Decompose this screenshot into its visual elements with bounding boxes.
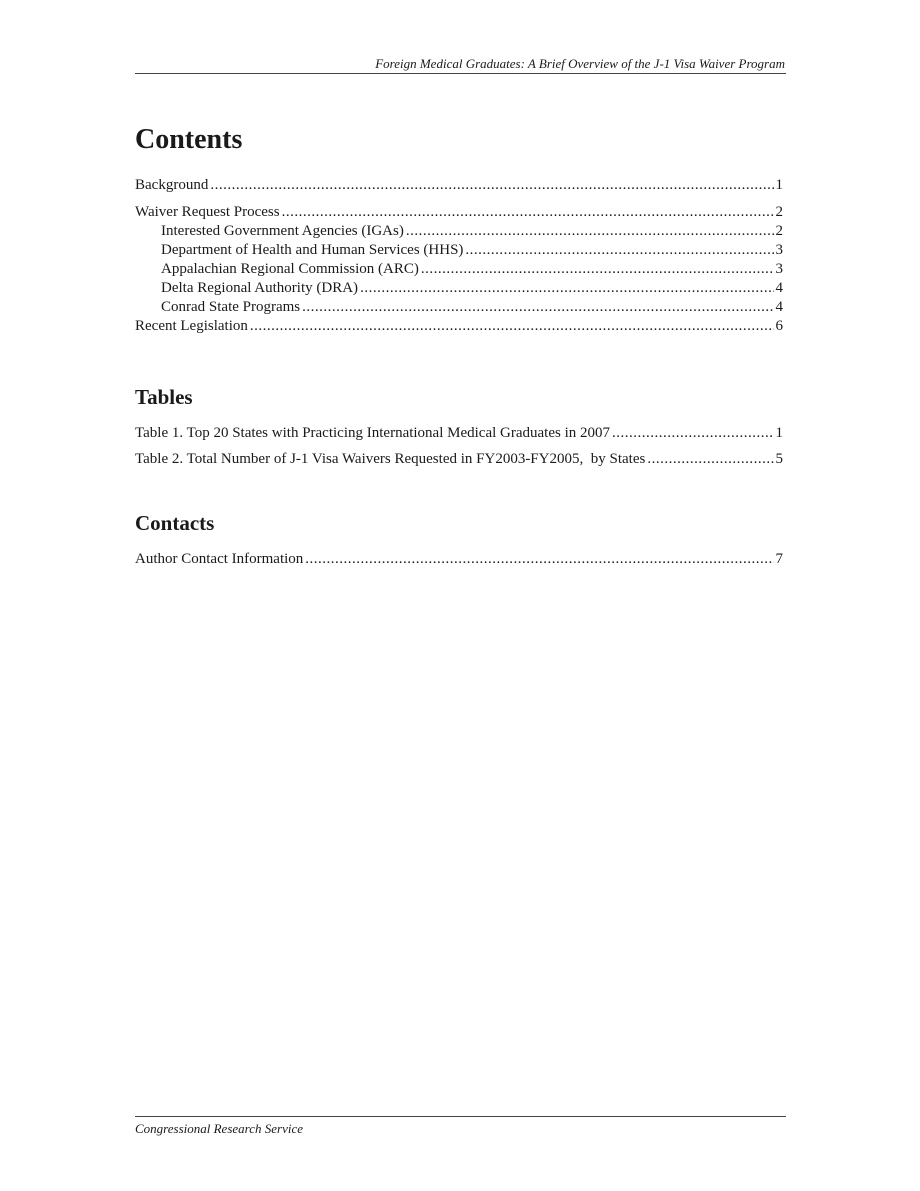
header-rule bbox=[135, 73, 786, 74]
toc-entry-label: Delta Regional Authority (DRA) bbox=[161, 280, 359, 296]
tables-list bbox=[135, 424, 783, 476]
toc-entry-table-2[interactable] bbox=[135, 450, 783, 469]
footer-rule bbox=[135, 1116, 786, 1117]
toc-leader-dots bbox=[302, 298, 773, 317]
toc-entry-label: Recent Legislation bbox=[135, 318, 248, 334]
toc-entry-recent-legislation[interactable] bbox=[135, 317, 783, 336]
toc-entry-conrad-state-programs[interactable] bbox=[135, 298, 783, 317]
toc-entry-label: Conrad State Programs bbox=[161, 299, 301, 315]
toc-entry-igas[interactable] bbox=[135, 222, 783, 241]
toc-entry-label: Waiver Request Process bbox=[135, 204, 280, 220]
toc-entry-page: 4 bbox=[775, 280, 783, 296]
toc-entry-hhs[interactable] bbox=[135, 241, 783, 260]
toc-leader-dots bbox=[612, 424, 773, 443]
toc-entry-page: 6 bbox=[775, 318, 783, 334]
tables-heading: Tables bbox=[135, 385, 193, 409]
toc-entry-page: 3 bbox=[775, 261, 783, 277]
toc-leader-dots bbox=[406, 222, 774, 241]
toc-entry-page: 1 bbox=[775, 425, 783, 441]
toc-leader-dots bbox=[210, 176, 773, 195]
toc-entry-page: 5 bbox=[775, 451, 783, 467]
toc-leader-dots bbox=[250, 317, 774, 336]
toc-entry-label: Author Contact Information bbox=[135, 551, 304, 567]
running-header: Foreign Medical Graduates: A Brief Overview of the J-1 Visa Waiver Program bbox=[375, 56, 785, 71]
contents-list bbox=[135, 176, 783, 336]
toc-leader-dots bbox=[360, 279, 773, 298]
toc-entry-page: 2 bbox=[775, 204, 783, 220]
toc-entry-label: Background bbox=[135, 177, 209, 193]
contents-heading: Contents bbox=[135, 124, 243, 155]
toc-entry-label: Appalachian Regional Commission (ARC) bbox=[161, 261, 419, 277]
toc-leader-dots bbox=[282, 203, 774, 222]
contacts-heading: Contacts bbox=[135, 511, 215, 535]
toc-leader-dots bbox=[647, 450, 773, 469]
running-footer: Congressional Research Service bbox=[135, 1121, 303, 1136]
toc-leader-dots bbox=[305, 550, 773, 569]
toc-entry-page: 2 bbox=[775, 223, 783, 239]
toc-entry-author-contact-information[interactable] bbox=[135, 550, 783, 569]
toc-leader-dots bbox=[465, 241, 773, 260]
toc-entry-waiver-request-process[interactable] bbox=[135, 203, 783, 222]
toc-entry-label: Table 2. Total Number of J-1 Visa Waivers Requested in FY2003-FY2005, by States bbox=[135, 451, 646, 467]
toc-entry-background[interactable] bbox=[135, 176, 783, 195]
toc-entry-dra[interactable] bbox=[135, 279, 783, 298]
toc-entry-label: Department of Health and Human Services (HHS) bbox=[161, 242, 464, 258]
toc-entry-page: 7 bbox=[775, 551, 783, 567]
toc-entry-arc[interactable] bbox=[135, 260, 783, 279]
contacts-list bbox=[135, 550, 783, 569]
toc-entry-label: Interested Government Agencies (IGAs) bbox=[161, 223, 404, 239]
toc-entry-page: 1 bbox=[775, 177, 783, 193]
toc-entry-page: 4 bbox=[775, 299, 783, 315]
toc-entry-page: 3 bbox=[775, 242, 783, 258]
toc-entry-label: Table 1. Top 20 States with Practicing International Medical Graduates in 2007 bbox=[135, 425, 611, 441]
toc-leader-dots bbox=[421, 260, 774, 279]
toc-entry-table-1[interactable] bbox=[135, 424, 783, 443]
